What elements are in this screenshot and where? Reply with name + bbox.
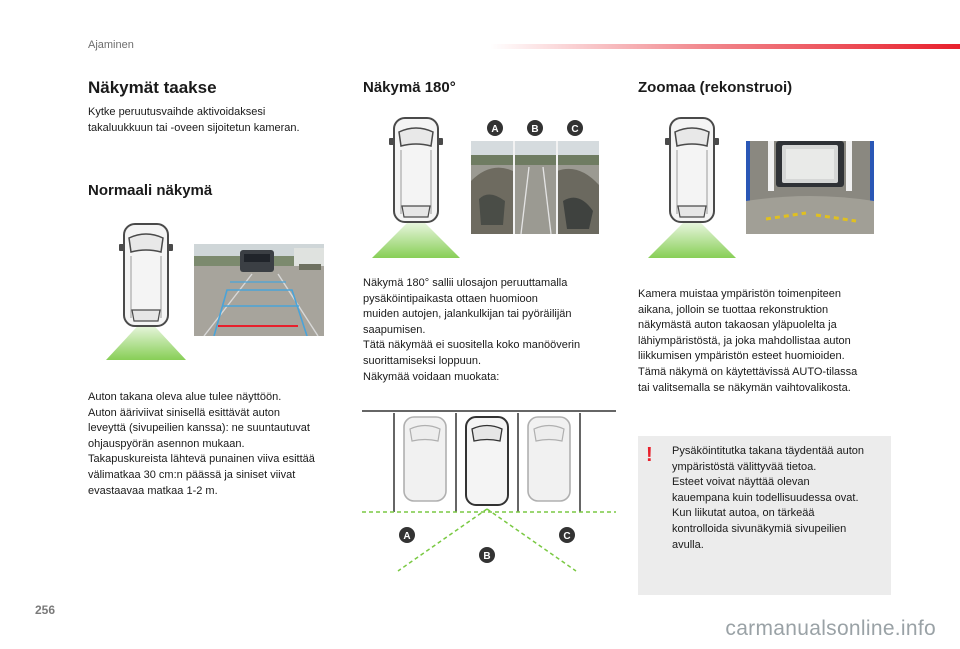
zoom-heading: Zoomaa (rekonstruoi) <box>638 79 793 96</box>
warning-text: Pysäköintitutka takana täydentää auton ympäristöstä välittyvää tietoa. Esteet voivat näyttää olevan kauempana kuin todellisuudessa ovat. Kun liikutat autoa, on tärkeää kontrolloida sivunäkymiä sivupeilien avulla. <box>672 445 865 551</box>
header-accent-bar <box>490 44 960 49</box>
diagram-label-c: C <box>563 531 571 542</box>
view-180-heading: Näkymä 180° <box>363 79 456 96</box>
normal-view-heading: Normaali näkymä <box>88 182 213 199</box>
view-180-labels <box>486 118 586 138</box>
normal-view-van-icon <box>100 222 192 362</box>
label-b: B <box>531 124 539 135</box>
label-a: A <box>491 124 499 135</box>
zoom-van-icon <box>646 116 738 260</box>
view-180-camera-image <box>471 141 599 234</box>
diagram-label-a: A <box>403 531 411 542</box>
page-number: 256 <box>35 603 56 617</box>
parking-diagram <box>362 409 616 579</box>
label-c: C <box>571 124 579 135</box>
watermark: carmanualsonline.info <box>725 617 936 640</box>
zoom-camera-image <box>746 141 874 234</box>
intro-text: Kytke peruutusvaihde aktivoidaksesi takaluukkuun tai -oveen sijoitetun kameran. <box>88 106 300 134</box>
diagram-label-b: B <box>483 551 491 562</box>
view-180-van-icon <box>370 116 462 260</box>
normal-view-text: Auton takana oleva alue tulee näyttöön. Auton ääriviivat sinisellä esittävät auton leveyttä (sivupeilien kanssa): ne suuntautuvat ohjauspyörän asennon mukaan. Takapuskureista lähtevä punainen viiva esittää välimatkaa 30 cm:n päässä ja siniset viivat evastaavaa matkaa 1-2 m. <box>88 391 315 497</box>
normal-view-camera-image <box>194 244 324 336</box>
section-header: Ajaminen <box>88 39 134 51</box>
zoom-text: Kamera muistaa ympäristön toimenpiteen aikana, jolloin se tuottaa rekonstruktion näkymästä auton takaosan yläpuolelta ja lähiympäristöstä, ja joka mahdollistaa auton liikkumisen ympäristön esteet huomioiden. Tämä näkymä on käytettävissä AUTO-tilassa tai valitsemalla se näkymän vaihtovalikosta. <box>638 288 858 394</box>
warning-exclamation-icon: ! <box>646 444 653 466</box>
page-title: Näkymät taakse <box>88 78 217 97</box>
view-180-text: Näkymä 180° sallii ulosajon peruuttamalla pysäköintipaikasta ottaen huomioon muiden autojen, jalankulkijan tai pyöräilijän saapumisen. Tätä näkymää ei suositella koko manööverin suorittamiseksi loppuun. Näkymää voidaan muokata: <box>363 277 581 383</box>
